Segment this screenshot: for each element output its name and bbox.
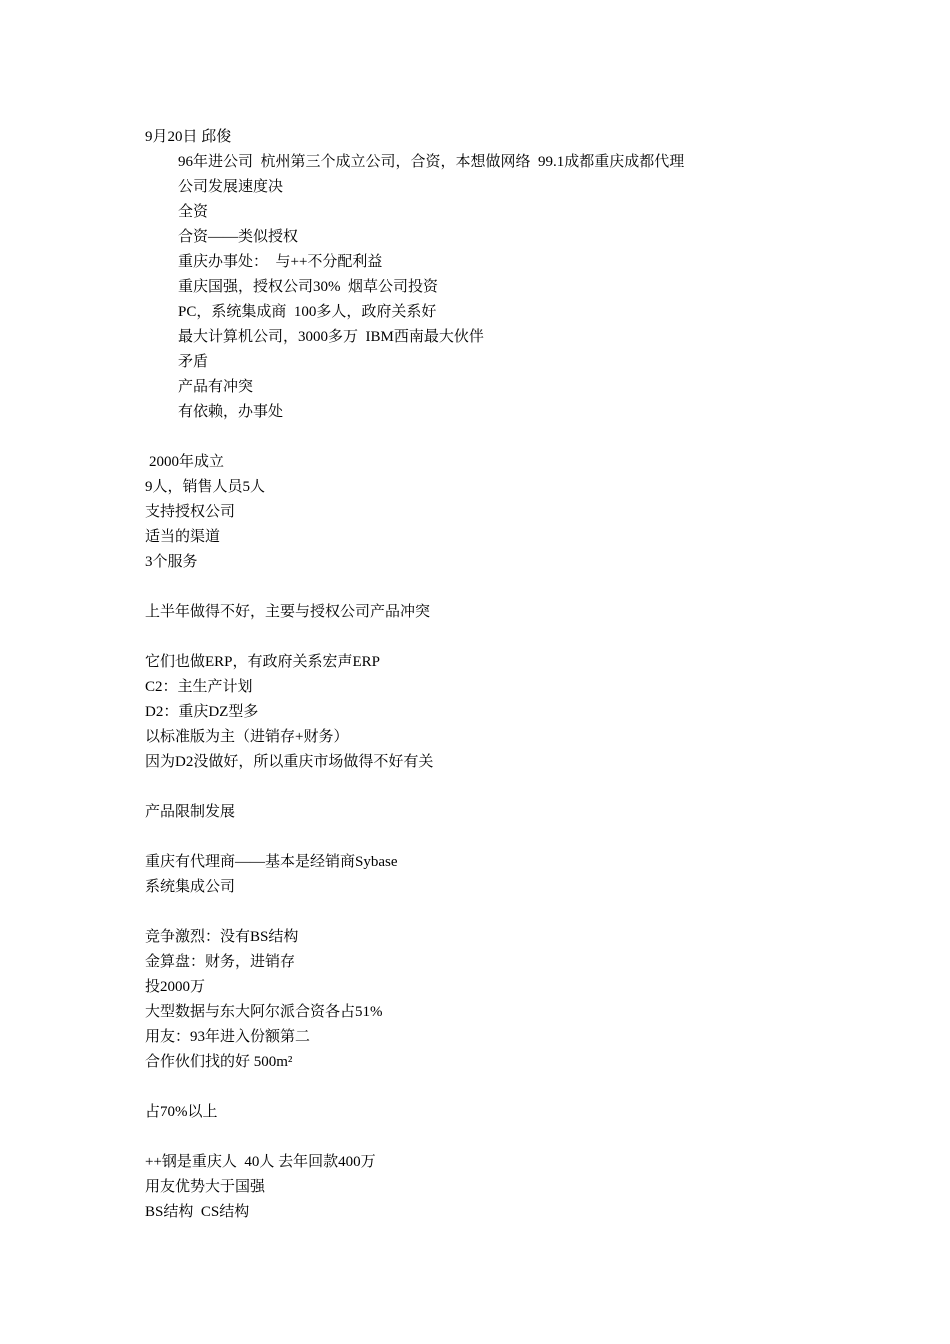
spacer — [145, 425, 845, 450]
section-erp — [145, 650, 845, 775]
text-line: 96年进公司 杭州第三个成立公司，合资，本想做网络 99.1成都重庆成都代理 — [178, 154, 685, 170]
section-structure — [145, 1150, 845, 1225]
spacer — [145, 625, 845, 650]
text-line: ++钢是重庆人 40人 去年回款400万 — [145, 1154, 376, 1170]
spacer — [145, 1075, 845, 1100]
text-line: 合资——类似授权 — [178, 229, 299, 245]
section-office-info — [145, 450, 845, 575]
text-line: 重庆有代理商——基本是经销商Sybase — [145, 854, 398, 870]
section-share — [145, 1100, 845, 1125]
text-line: 合作伙们找的好 500m² — [145, 1054, 293, 1070]
spacer — [145, 575, 845, 600]
text-line: 重庆办事处： 与++不分配利益 — [178, 254, 383, 270]
spacer — [145, 775, 845, 800]
text-line: 投2000万 — [145, 979, 206, 995]
text-line: 2000年成立 — [149, 454, 225, 470]
text-line: 适当的渠道 — [145, 529, 221, 545]
section-competition — [145, 925, 845, 1075]
text-line: 以标准版为主（进销存+财务） — [145, 729, 349, 745]
text-line: C2：主生产计划 — [145, 679, 253, 695]
meeting-header: 9月20日 邱俊 — [145, 129, 232, 145]
text-line: 最大计算机公司，3000多万 IBM西南最大伙伴 — [178, 329, 484, 345]
section-performance — [145, 600, 845, 625]
spacer — [145, 900, 845, 925]
text-line: 产品限制发展 — [145, 804, 236, 820]
text-line: 3个服务 — [145, 554, 198, 570]
section-company-history — [145, 150, 845, 425]
text-line: 用友优势大于国强 — [145, 1179, 266, 1195]
text-line: 支持授权公司 — [145, 504, 236, 520]
text-line: 金算盘：财务，进销存 — [145, 954, 296, 970]
text-line: 公司发展速度决 — [178, 179, 284, 195]
text-line: 竞争激烈：没有BS结构 — [145, 929, 299, 945]
text-line: 大型数据与东大阿尔派合资各占51% — [145, 1004, 383, 1020]
text-line: 系统集成公司 — [145, 879, 236, 895]
text-line: BS结构 CS结构 — [145, 1204, 250, 1220]
text-line: 它们也做ERP，有政府关系宏声ERP — [145, 654, 381, 670]
section-product-limits — [145, 800, 845, 825]
text-line: 全资 — [178, 204, 209, 220]
text-line: D2：重庆DZ型多 — [145, 704, 259, 720]
text-line: 产品有冲突 — [178, 379, 254, 395]
text-line: PC，系统集成商 100多人，政府关系好 — [178, 304, 437, 320]
text-line: 占70%以上 — [145, 1104, 218, 1120]
text-line: 重庆国强，授权公司30% 烟草公司投资 — [178, 279, 438, 295]
text-line: 用友：93年进入份额第二 — [145, 1029, 311, 1045]
text-line: 有依赖，办事处 — [178, 404, 284, 420]
text-line: 因为D2没做好，所以重庆市场做得不好有关 — [145, 754, 434, 770]
section-agents — [145, 850, 845, 900]
spacer — [145, 825, 845, 850]
text-line: 矛盾 — [178, 354, 209, 370]
document-body — [145, 125, 845, 1225]
text-line: 9人，销售人员5人 — [145, 479, 266, 495]
spacer — [145, 1125, 845, 1150]
text-line: 上半年做得不好，主要与授权公司产品冲突 — [145, 604, 431, 620]
